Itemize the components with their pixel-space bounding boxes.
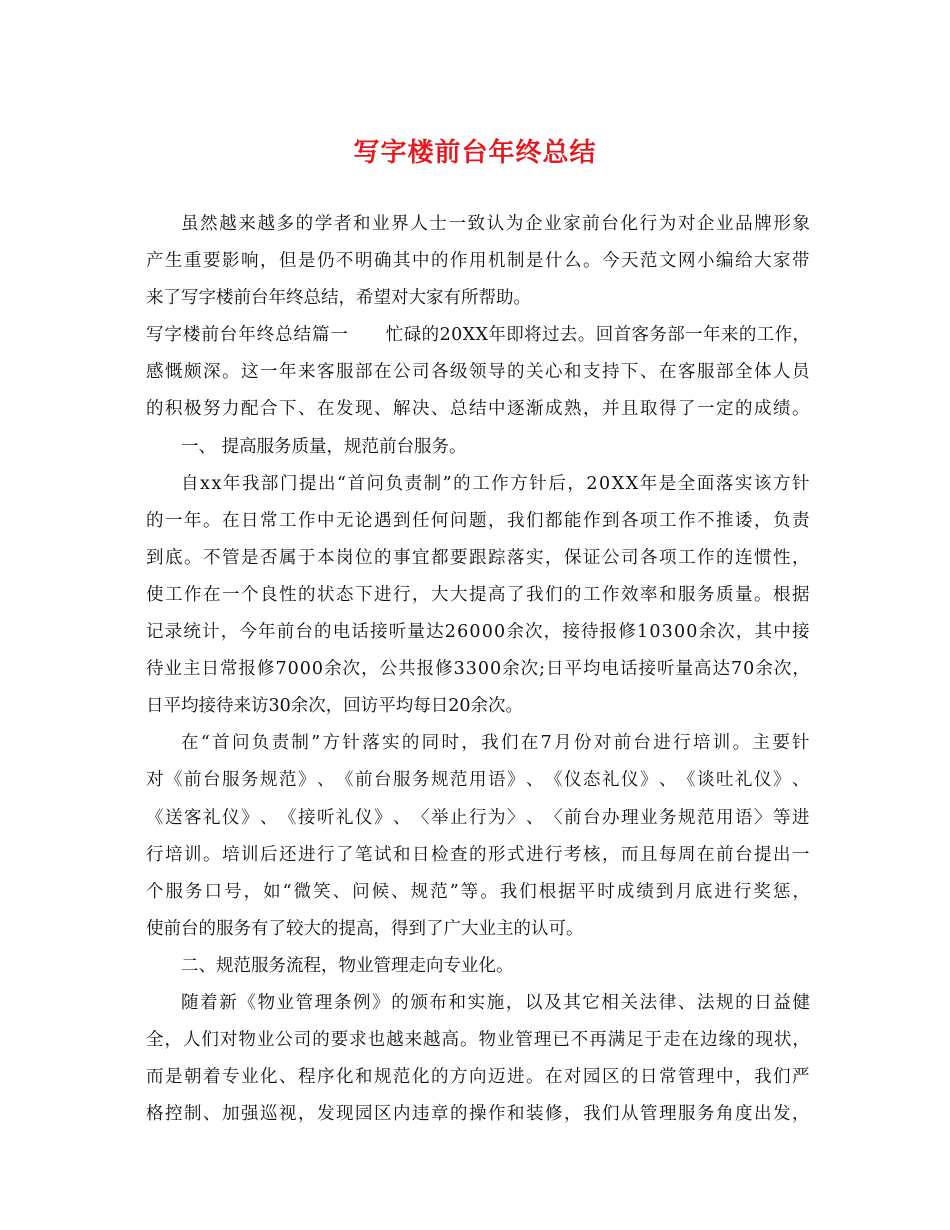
line-text: 的 积 极 努 力 配 合 下 、 在 发 现 、 解 决 、 总 结 中 逐 渐 成 熟 ， 并 且 取 得 了 一 定 的 成 绩 。: [146, 399, 810, 420]
paragraph-line: [146, 540, 810, 577]
section-heading: 写 字 楼 前 台 年 终 总 结 篇 一: [146, 325, 348, 346]
subheading-line: [146, 948, 810, 985]
line-text: 格 控 制 、 加 强 巡 视 ， 发 现 园 区 内 违 章 的 操 作 和 装 修 ， 我 们 从 管 理 服 务 角 度 出 发 ，: [146, 1104, 810, 1125]
paragraph-line: [146, 354, 810, 391]
paragraph-line: [146, 1059, 810, 1096]
paragraph-text: 忙 碌 的 2 0 X X 年 即 将 过 去 。 回 首 客 务 部 一 年 来 的 工 作 ，: [385, 325, 810, 346]
paragraph-line: [146, 725, 810, 762]
paragraph-line: [146, 391, 810, 428]
paragraph-line: [146, 280, 810, 317]
line-text: 感 慨 颇 深 。 这 一 年 来 客 服 部 在 公 司 各 级 领 导 的 关 心 和 支 持 下 、 在 客 服 部 全 体 人 员: [146, 362, 810, 383]
document-title: 写字楼前台年终总结: [353, 138, 597, 168]
paragraph-line: [146, 985, 810, 1022]
paragraph-line: [146, 466, 810, 503]
line-text: 一、 提高服务质量，规范前台服务。: [181, 436, 467, 457]
line-text: 二、规范服务流程，物业管理走向专业化。: [181, 955, 514, 976]
line-text: 待 业 主 日 常 报 修 7 0 0 0 余 次 ， 公 共 报 修 3 3 0 0 余 次 ; 日 平 均 电 话 接 听 量 高 达 7 0 余 次 ，: [146, 659, 810, 680]
line-text: 记 录 统 计 ， 今 年 前 台 的 电 话 接 听 量 达 2 6 0 0 0 余 次 ， 接 待 报 修 1 0 3 0 0 余 次 ， 其 中 接: [146, 622, 810, 643]
line-text: 在 “ 首 问 负 责 制 ” 方 针 落 实 的 同 时 ， 我 们 在 7 月 份 对 前 台 进 行 培 训 。 主 要 针: [181, 733, 810, 754]
paragraph-line: [146, 762, 810, 799]
line-text: 行 培 训 。 培 训 后 还 进 行 了 笔 试 和 日 检 查 的 形 式 进 行 考 核 ， 而 且 每 周 在 前 台 提 出 一: [146, 844, 810, 865]
paragraph-line: [146, 800, 810, 837]
paragraph-line: [146, 1096, 810, 1133]
paragraph-line: [146, 688, 810, 725]
line-text: 而 是 朝 着 专 业 化 、 程 序 化 和 规 范 化 的 方 向 迈 进 。 在 对 园 区 的 日 常 管 理 中 ， 我 们 严: [146, 1067, 810, 1088]
paragraph-line: [146, 503, 810, 540]
paragraph-line: [146, 206, 810, 243]
paragraph-line: [146, 874, 810, 911]
paragraph-line: [146, 614, 810, 651]
line-text: 随 着 新 《 物 业 管 理 条 例 》 的 颁 布 和 实 施 ， 以 及 其 它 相 关 法 律 、 法 规 的 日 益 健: [181, 992, 810, 1013]
paragraph-line: [146, 243, 810, 280]
line-text: 对 《 前 台 服 务 规 范 》 、 《 前 台 服 务 规 范 用 语 》 、 《 仪 态 礼 仪 》 、 《 谈 吐 礼 仪 》 、: [146, 770, 810, 791]
paragraph-line: [146, 1022, 810, 1059]
line-text: 日平均接待来访30余次，回访平均每日20余次。: [146, 696, 524, 717]
paragraph-line: [146, 837, 810, 874]
section-heading-line: [146, 317, 810, 354]
paragraph-line: [146, 651, 810, 688]
line-text: 自 x x 年 我 部 门 提 出 “ 首 问 负 责 制 ” 的 工 作 方 针 后 ， 2 0 X X 年 是 全 面 落 实 该 方 针: [181, 473, 810, 494]
line-text: 《 送 客 礼 仪 》 、 《 接 听 礼 仪 》 、 〈 举 止 行 为 〉 、 〈 前 台 办 理 业 务 规 范 用 语 〉 等 进: [146, 807, 810, 828]
line-text: 全 ， 人 们 对 物 业 公 司 的 要 求 也 越 来 越 高 。 物 业 管 理 已 不 再 满 足 于 走 在 边 缘 的 现 状 ，: [146, 1030, 810, 1051]
line-text: 的 一 年 。 在 日 常 工 作 中 无 论 遇 到 任 何 问 题 ， 我 们 都 能 作 到 各 项 工 作 不 推 诿 ， 负 责: [146, 510, 810, 531]
line-text: 虽 然 越 来 越 多 的 学 者 和 业 界 人 士 一 致 认 为 企 业 家 前 台 化 行 为 对 企 业 品 牌 形 象: [181, 214, 810, 234]
paragraph-line: [146, 577, 810, 614]
line-text: 个 服 务 口 号 ， 如 “ 微 笑 、 问 候 、 规 范 ” 等 。 我 们 根 据 平 时 成 绩 到 月 底 进 行 奖 惩 ，: [146, 881, 810, 902]
line-text: 到 底 。 不 管 是 否 属 于 本 岗 位 的 事 宜 都 要 跟 踪 落 实 ， 保 证 公 司 各 项 工 作 的 连 惯 性 ，: [146, 547, 810, 568]
subheading-line: [146, 429, 810, 466]
line-text: 来了写字楼前台年终总结，希望对大家有所帮助。: [146, 288, 531, 309]
line-text: 使 工 作 在 一 个 良 性 的 状 态 下 进 行 ， 大 大 提 高 了 我 们 的 工 作 效 率 和 服 务 质 量 。 根 据: [146, 584, 810, 605]
document-body: [146, 206, 810, 1133]
line-text: 产 生 重 要 影 响 ， 但 是 仍 不 明 确 其 中 的 作 用 机 制 是 什 么 。 今 天 范 文 网 小 编 给 大 家 带: [146, 251, 810, 272]
line-text: 使前台的服务有了较大的提高，得到了广大业主的认可。: [146, 918, 584, 939]
paragraph-line: [146, 911, 810, 948]
